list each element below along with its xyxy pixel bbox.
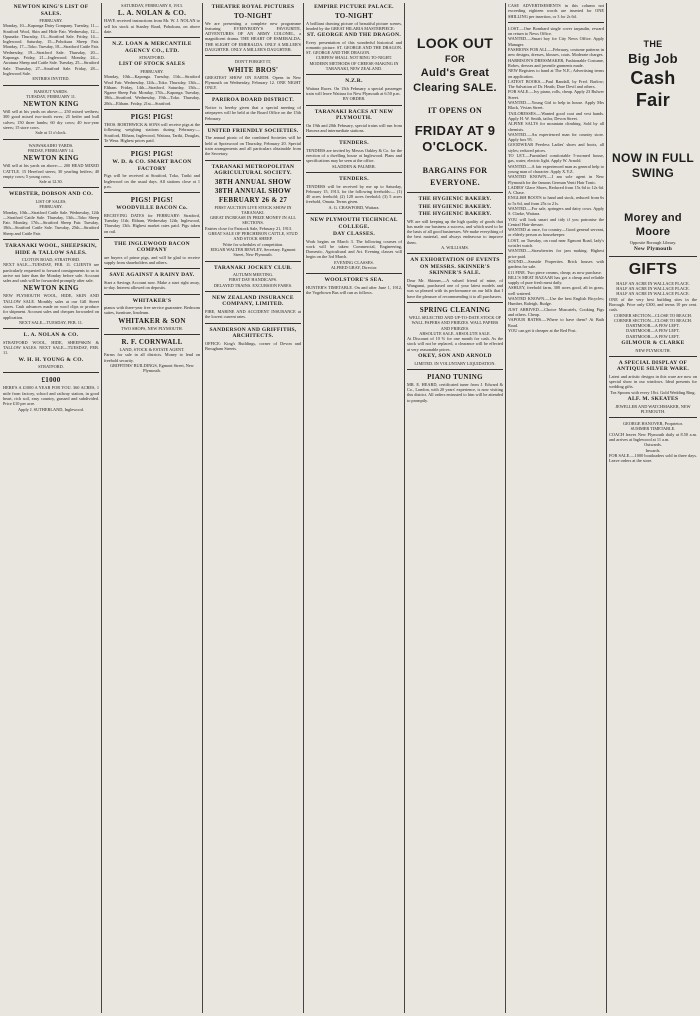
- tenders-heading: TENDERS.: [339, 140, 369, 147]
- spring-cleaning-heading: SPRING CLEANING: [419, 305, 491, 314]
- nolan-heading: L. A. NOLAN & CO.: [117, 9, 187, 18]
- classified-ad: YOU will look smart and tidy if you patronise the Central Hair-dresser.: [508, 216, 604, 227]
- divider: [306, 213, 402, 214]
- classified-ad: WANTED.—Strawberries for jam making. Highest price paid.: [508, 248, 604, 259]
- classified-ad: ALPINE SALTS for mountain climbing. Sold by all chemists.: [508, 121, 604, 132]
- absolute-sale: ABSOLUTE SALE. ABSOLUTE SALE.: [419, 330, 491, 336]
- show-dates: FEBRUARY 26 & 27: [218, 195, 288, 204]
- silver-heading: A SPECIAL DISPLAY OF ANTIQUE SILVER WARE.: [616, 359, 690, 373]
- divider: [104, 146, 200, 147]
- savings-heading: SAVE AGAINST A RAINY DAY.: [109, 272, 195, 279]
- next-sale: NEXT SALE—TUESDAY, FEB. 11.: [19, 319, 83, 325]
- architects-body: OFFICE: King's Buildings, corner of Devon and Brougham Streets.: [205, 340, 301, 351]
- board-body: Notice is hereby given that a special meeting of ratepayers will be held at the Board Office on the 15th February.: [205, 104, 301, 121]
- outwards-label: Outwards.: [644, 442, 662, 448]
- societies-heading: UNITED FRIENDLY SOCIETIES.: [207, 127, 299, 134]
- empire-body: A brilliant drawing picture of beautiful picture scenes, headed by the GREAT HILARIA MASTERPIECE:: [306, 20, 402, 31]
- new-plymouth: New Plymouth: [633, 246, 673, 253]
- insurance-heading: NEW ZEALAND INSURANCE COMPANY, LIMITED.: [212, 294, 294, 308]
- pigs-heading: PIGS! PIGS!: [130, 113, 174, 122]
- trains-line: DELAYED TRAINS. EXCURSION FARES.: [213, 282, 293, 288]
- stock-list: Will sell at his yards on above:— 200 HEAD MIXED CATTLE. 15 Hereford steers; 30 yearling heifers; 40 empty cows; 5 young cows.: [3, 163, 99, 179]
- pigs-heading: PIGS! PIGS!: [130, 150, 174, 159]
- sale-time: Sale at 11 o'clock.: [35, 130, 67, 136]
- location: CLOTON ROAD, STRATFORD.: [21, 257, 81, 262]
- divider: [104, 37, 200, 38]
- clearing-sale-heading: Clearing SALE.: [413, 82, 497, 94]
- section-line: CORNER SECTION—CLOSE TO BEACH.: [614, 312, 692, 318]
- column-rule: [202, 3, 203, 1013]
- classified-ad: FASHIONS FOR ALL.—February, costume patterns in new designs, dresses, blouses, coats. Moderate charges.: [508, 47, 604, 58]
- newton-king-heading: NEWTON KING: [23, 284, 79, 293]
- divider: [3, 85, 99, 86]
- sale-list-body: Monday, 10th—Stratford Cattle Sale. Wednesday, 12th—Stratford Cattle Sale. Thursday, 13th—Toko Sheep Fair. Monday, 17th—Stratford Sheep Fair. Tuesday, 18th—Stratford Cattle Sale. Tuesday, 25th—Stratford Sheep and Cattle Fair.: [3, 209, 99, 236]
- college-body: Work begins on March 3. The following courses of work will be taken: Commercial, Engineering, Domestic, Agricultural and Art. Evening classes will begin on the 3rd March.: [306, 238, 402, 260]
- dont-forget: DON'T FORGET IT,: [234, 59, 272, 65]
- entries-invited: ENTRIES INVITED.: [32, 76, 70, 82]
- classified-ad: JUST ARRIVED.—Choice Muscatels, Cooking Figs and others. Cheap.: [508, 306, 604, 317]
- classified-ad: NEW Registers to hand at The N.E.; Advertising terms on application.: [508, 68, 604, 79]
- circus-body: GREATEST SHOW ON EARTH. Opens in New Plymouth on Wednesday, February 12. ONE NIGHT ONLY.: [205, 74, 301, 91]
- signature: A. G. CRAWFORD, Waitara.: [328, 204, 380, 210]
- divider: [407, 192, 503, 193]
- section-line: HALF AN ACRE IN WALLACE PLACE.: [616, 286, 690, 292]
- location: TWO SHOPS, NEW PLYMOUTH.: [121, 325, 183, 331]
- opens-line: IT OPENS ON: [427, 106, 483, 115]
- divider: [609, 256, 697, 257]
- divider: [104, 268, 200, 269]
- divider: [3, 187, 99, 188]
- classified-ad: ASHLEY, freehold farm, 300 acres good, all in grass, well watered.: [508, 285, 604, 296]
- bacon-body: Pigs will be received at Stratford, Toko, Tariki and Inglewood on the usual days. All stations close at 1 p.m.: [104, 173, 200, 189]
- annual-show-heading: 38TH ANNUAL SHOW: [214, 186, 292, 195]
- show-line: GREAT INCREASE IN PRIZE MONEY IN ALL SECTIONS.: [210, 215, 296, 226]
- bakery-heading: THE HYGIENIC BAKERY.: [418, 211, 492, 217]
- column-6: [508, 3, 604, 1013]
- agency-heading: N.Z. LOAN & MERCANTILE AGENCY CO., LTD.: [112, 41, 192, 54]
- divider: [104, 109, 200, 110]
- theatre-heading: THEATRE ROYAL PICTURES: [211, 4, 295, 10]
- classified-ad: WANTED.—For sale, springers and dairy cows. Apply S. Clarke, Waitara.: [508, 205, 604, 217]
- farm-ad-body: HERE'S A £1000 A YEAR FOR YOU. 360 ACRES, 1 mile from factory, school and railway station, in good heart, rich soil, easy country, grassed and subdivided. Price £10 per acre.: [3, 385, 99, 407]
- column-2: [104, 3, 200, 1013]
- newton-king-heading: NEWTON KING: [23, 100, 79, 109]
- morey-sub: Opposite Borough Library.: [629, 240, 677, 245]
- divider: [104, 294, 200, 295]
- webster-heading: WEBSTER, DOBSON AND CO.: [8, 191, 94, 198]
- societies-body: The annual picnic of the combined Societies will be held at Spotswood on Thursday, February 20. Special train arrangements and all particulars obtainable from the Secretary.: [205, 135, 301, 157]
- architects-heading: SANDERSON AND GRIFFITHS, ARCHITECTS.: [209, 326, 297, 339]
- woodville-body: RECEIVING DATES for FEBRUARY: Stratford, Tuesday 11th; Eltham, Wednesday 12th; Inglewood, Thursday 13th. Highest market rates paid. Pigs taken on rail.: [104, 212, 200, 234]
- column-7: [609, 3, 697, 1013]
- whitaker-son-heading: WHITAKER & SON: [118, 316, 186, 325]
- silver-body: Latest and artistic designs in this ware are now on special show in our windows. Ideal presents for wedding gifts.: [609, 373, 697, 390]
- inwards-label: Inwards.: [645, 447, 661, 453]
- theatre-body: We are presenting a complete new programme featuring EVERYBODY'S FAVOURITE, ADVENTURES OF AN ARMY COLONEL, a magnificent drama. THE HEART OF ESMERALDA. THE SLIGHT OF EMERALDA. ONLY A MILLER'S DAUGHTER. ONLY A MILLER'S DAUGHTER.: [205, 20, 301, 52]
- board-heading: PARIROA BOARD DISTRICT.: [211, 97, 295, 104]
- nolan-heading: L. A. NOLAN & CO.: [23, 332, 79, 339]
- feature-line: CURFEW SHALL NOT RING TO-NIGHT.: [315, 55, 393, 61]
- show-line: Write for schedules of competition.: [222, 241, 284, 247]
- divider: [104, 334, 200, 335]
- classified-ad: ENGLISH BOOTS to hand and stock, reduced from 6s to 5s 6d, and from 25s to 21s.: [508, 195, 604, 206]
- for-word: FOR: [445, 54, 465, 64]
- timetable-heading: WOOLSTORE'S SEA.: [324, 277, 384, 284]
- secretary-line: EDGAR WALTER BEWLEY, Secretary. Egmont Street, New Plymouth.: [210, 246, 296, 258]
- divider: [407, 253, 503, 254]
- section-line: CORNER SECTION—CLOSE TO BEACH.: [614, 317, 692, 323]
- classified-ad: TO LET.—Furnished comfortable 5-roomed house, gas, water, electric light. Apply W. Arnold.: [508, 153, 604, 164]
- proprietor-line: GEORGE HANOVER, Proprietor.: [623, 421, 683, 427]
- gilmour-heading: GILMOUR & CLARKE: [621, 340, 685, 347]
- wool-sales-body: NEXT SALE—TUESDAY, FEB. 11. CLIENTS are particularly requested to forward consignments to us to arrive not later than the Monday before sale. Account sales and cash will be forwarded promptly after sale.: [3, 262, 99, 284]
- cornwall-body: Farms for sale in all districts. Money to lend on freehold security.: [104, 352, 200, 363]
- divider: [3, 328, 99, 329]
- circus-heading: WHITE BROS': [227, 65, 279, 74]
- empire-heading: EMPIRE PICTURE PALACE.: [314, 4, 394, 10]
- look-out-heading: LOOK OUT: [416, 35, 494, 51]
- sale-list-heading: NEWTON KING'S LIST OF SALES.: [13, 4, 89, 17]
- letter-body: Dear Mr. Skinner,—A valued friend of mine, of Wanganui, purchased one of your latest models and was so pleased with its performance on our hills that I have the pleasure of recommending it to all purchasers.: [407, 277, 503, 299]
- location: STRATFORD.: [38, 364, 64, 370]
- classified-ad: TAILORESSES.—Wanted good coat and vest hands. Apply H. W. Smith, tailor, Devon Street.: [508, 110, 604, 121]
- coach-body: COACH leaves New Plymouth daily at 8.50 a.m. and arrives at Inglewood at 11 a.m.: [609, 431, 697, 443]
- column-5: [407, 3, 503, 1013]
- divider: [205, 93, 301, 94]
- address: GRIFFITHS' BUILDINGS, Egmont Street, New Plymouth.: [110, 362, 194, 374]
- column-rule: [404, 3, 405, 1013]
- okey-heading: OKEY, SON AND ARNOLD: [418, 353, 492, 360]
- divider: [407, 302, 503, 303]
- classified-ad: LOST, on Tuesday, on road near Egmont Road, lady's wristlet watch.: [508, 237, 604, 249]
- column-rule: [505, 3, 506, 1013]
- classified-ad: LOST.—One Bombard single cover tarpaulin, reward on return to News Office.: [508, 25, 604, 37]
- stock-list: Will sell at his yards on above:— 250 mixed wethers; 300 good mixed two-tooth ewes; 25 heifer and bull calves; 150 three lambs; 60 dry cows; 40 two-year steers; 15 store cows.: [3, 109, 99, 131]
- column-rule: [606, 3, 607, 1013]
- savings-body: Start a Savings Account now. Make a start right away, to-day. Interest allowed on deposits.: [104, 279, 200, 291]
- classified-ad: BILL'S MEAT BAZAAR has got a cheap and reliable supply of pure fresh meat daily.: [508, 274, 604, 286]
- inglewood-body: are buyers of prime pigs, and will be glad to receive supply from shareholders and others.: [104, 254, 200, 266]
- yards-heading: BAROUT YARDS.: [34, 88, 68, 94]
- sale-list-body: Monday, 10—Kaponga Dairy Company. Tuesday, 11—Stratford Wool, Skin and Hide Fair. Wednesday, 12—Opunake. Thursday, 13—Stratford Sale. Friday, 14—Inglewood. Saturday, 15—Pohokura Sheep Fair. Monday, 17—Toko. Tuesday, 18—Stratford Cattle Fair. Wednesday, 19—Stratford Sale. Thursday, 20—Kaponga. Friday, 21—Inglewood. Monday, 24—Awatuna Sheep and Cattle Sale. Tuesday, 25—Stratford Sale. Thursday, 27—Stratford Sale. Friday, 28—Inglewood Sale.: [3, 23, 99, 76]
- divider: [306, 74, 402, 75]
- classified-ad: LATEST BOOKS.—Paul Randall, by Fred. Barlow; The Salvation of Dr. Heath; Dare Devil and others.: [508, 78, 604, 90]
- divider: [3, 372, 99, 373]
- yards-heading: WAIWAKAIHO YARDS.: [28, 142, 74, 148]
- cash-heading: Cash: [630, 68, 676, 88]
- divider: [306, 105, 402, 106]
- divider: [205, 124, 301, 125]
- divider: [306, 136, 402, 137]
- architect-name: SLADDEN & PALMER.: [332, 163, 376, 169]
- college-heading: NEW PLYMOUTH TECHNICAL COLLEGE.: [310, 217, 398, 230]
- column-1: [3, 3, 99, 1013]
- divider: [407, 369, 503, 370]
- column-3: [205, 3, 301, 1013]
- classified-ad: FOR SALE.—1000 boatloaders sold in three days. Leave orders at the store.: [609, 452, 697, 464]
- divider: [306, 273, 402, 274]
- aulds-heading: Auld's Great: [420, 67, 490, 79]
- tenders-body: TENDERS will be received by me up to Saturday, February 15, 1913, for the following freeholds:— (1) 40 acres freehold; (2) 128 acres freehold; (3) 5 acres freehold, Omata. Terms given.: [306, 183, 402, 205]
- divider: [306, 172, 402, 173]
- section-body: ONE of the very best building sites in the Borough. Price only £300, and terms 10 per cent. cash.: [609, 296, 697, 313]
- classified-ad: WANTED.—Young Girl to help in house. Apply Mrs Black, Vivian Street.: [508, 100, 604, 111]
- woodville-heading: WOODVILLE BACON Co.: [116, 205, 188, 212]
- bakery-body: WE are still keeping up the high quality of goods that has made our business a success, and which used to be the basis of all good businesses. We make everything of the best material, and always endeavour to improve them.: [407, 218, 503, 245]
- divider: [104, 237, 200, 238]
- jeweller-sub: JEWELLER AND WATCHMAKER, NEW PLYMOUTH.: [615, 403, 691, 414]
- okey-sub: LIMITED. IN VOLUNTARY LIQUIDATION.: [414, 360, 496, 366]
- tonight-heading: TO-NIGHT: [233, 11, 273, 20]
- divider: [609, 417, 697, 418]
- divider: [3, 239, 99, 240]
- location: STRATFORD.: [139, 55, 165, 61]
- agricultural-heading: TARANAKI METROPOLITAN AGRICULTURAL SOCIETY.: [211, 163, 295, 177]
- classified-ad: YOU can get it cheaper at the Red Post.: [508, 327, 577, 333]
- classifieds-notice: CASE ADVERTISEMENTS in this column not exceeding eighteen words are inserted for ONE SHILLING per insertion, or 3 for 2s 6d.: [508, 3, 604, 19]
- classified-ad: £11 FINE. Two piece creams, cheap; as now purchase.: [508, 269, 602, 275]
- wool-sales-heading: TARANAKI WOOL, SHEEPSKIN, HIDE & TALLOW SALES.: [5, 243, 97, 256]
- pigs-heading: PIGS! PIGS!: [130, 196, 174, 205]
- signature: ALFRED GRAY, Director.: [330, 265, 378, 271]
- by-order: BY ORDER.: [342, 96, 366, 102]
- sale-date: TUESDAY, FEBRUARY 11.: [25, 93, 77, 99]
- classified-ad: WANTED.—Smart boy for City News Office. Apply Manager.: [508, 36, 604, 47]
- column-rule: [303, 3, 304, 1013]
- annual-show-heading: 38TH ANNUAL SHOW: [214, 177, 292, 186]
- classified-ad: GOODWEAR Peerless Ladies' shoes and boots, all styles; reduced prices.: [508, 142, 604, 153]
- races-heading: TARANAKI RACES AT NEW PLYMOUTH.: [314, 108, 394, 122]
- section-line: DARTMOOR—A FEW LEFT.: [626, 323, 680, 329]
- classified-ad: WANTED KNOWN.—Use the best English Bicycles; Humber, Raleigh, Rudge.: [508, 296, 604, 307]
- tenders-body: TENDERS are invited by Messrs Oakley & Co. for the erection of a dwelling house at Inglewood. Plans and specifications may be seen at the office.: [306, 147, 402, 164]
- handicaps-heading: FIRST DAY HANDICAPS.: [228, 277, 278, 283]
- big-job-heading: Big Job: [628, 51, 678, 66]
- classified-ad: LADIES' Glace Shoes, Reduced from 15s 6d to 12s 6d. A. Chase.: [508, 184, 604, 196]
- railways-heading: N.Z.R.: [345, 78, 363, 85]
- stock-sales-heading: LIST OF STOCK SALES: [118, 61, 186, 68]
- sale-month: FEBRUARY.: [39, 204, 63, 210]
- nolan-body: HAVE received instructions from Mr. W. J. NOLAN to sell his stock at Stanley Road, Pohokura, on above date.: [104, 18, 200, 34]
- jockey-club-heading: TARANAKI JOCKEY CLUB.: [214, 264, 292, 271]
- feature-line: MODERN METHODS OF CHEESE-MAKING IN TARANAKI, NEW ZEALAND.: [309, 60, 399, 72]
- spoons-line: Tea Spoons with every 18ct. Gold Wedding Ring.: [610, 389, 696, 395]
- letter-heading: AN EXHORTATION OF EVENTS ON MESSRS. SKINNER'S SKINNER'S SALE.: [410, 257, 500, 277]
- classified-ad: HARRISON'S DRESSMAKER, Fashionable Costume, Robes, dresses and juvenile garments made.: [508, 57, 604, 68]
- the-word: THE: [643, 39, 663, 49]
- divider: [205, 323, 301, 324]
- timetable-heading: SUMMER TIMETABLE.: [630, 426, 676, 432]
- bakery-heading: THE HYGIENIC BAKERY.: [418, 203, 492, 210]
- railways-body: Waitara Races. On 15th February a special passenger train will leave Waitara for New Plymouth at 6.50 p.m.: [306, 85, 402, 97]
- show-line: FIRST AUCTION LIVE STOCK SHOW IN TARANAKI.: [214, 204, 292, 215]
- classified-ad: SOUND.—Seaside Properties. Brick houses with gardens for sale.: [508, 258, 604, 270]
- cornwall-sub: LAND, STOCK & ESTATE AGENT.: [119, 346, 185, 352]
- reward-amount: £1000: [41, 376, 61, 385]
- tenders-heading: TENDERS.: [339, 176, 369, 183]
- classified-ad: VAPOUR BATHS.—Where to have them? At Bath Road.: [508, 317, 604, 328]
- sale-list-body: Monday, 10th—Kaponga. Tuesday, 11th—Stratford Wool Fair. Wednesday, 12th—Toko. Thursday, 13th—Eltham. Friday, 14th—Stratford. Saturday, 15th—Ngaere Sheep Fair. Monday, 17th—Kaponga. Tuesday, 18th—Stratford. Wednesday, 19th—Toko. Thursday, 20th—Eltham. Friday, 21st—Stratford.: [104, 74, 200, 106]
- section-line: HALF AN ACRE IN WALLACE PLACE.: [616, 280, 690, 286]
- wool-sales-body: NEW PLYMOUTH WOOL, HIDE, SKIN AND TALLOW SALE. Monthly sales at our Gill Street stores. Cash advances made on wool clips or produce for shipment. Account sales and cheques forwarded on application.: [3, 293, 99, 320]
- tonight-heading: TO-NIGHT: [334, 11, 374, 20]
- divider: [609, 356, 697, 357]
- bargains-line: BARGAINS FOR EVERYONE.: [422, 166, 488, 187]
- divider: [205, 291, 301, 292]
- divider: [205, 261, 301, 262]
- newton-king-heading: NEWTON KING: [23, 154, 79, 163]
- feature-body: Every presentation of this wonderful historical and romantic picture. ST. GEORGE AND THE DRAGON. ST. GEORGE AND THE DRAGON.: [306, 39, 402, 56]
- morey-heading: Morey and Moore: [624, 212, 682, 238]
- divider: [205, 55, 301, 56]
- piano-body: MR. E. HEARD, certificated tuner from J. Edward & Co., London, with 20 years' experience, is now visiting this district. All orders entrusted to him will be attended to promptly.: [407, 381, 503, 403]
- evening-classes-heading: EVENING CLASSES.: [334, 259, 374, 265]
- day-classes-heading: DAY CLASSES.: [332, 231, 375, 238]
- insurance-body: FIRE, MARINE AND ACCIDENT INSURANCE at the lowest current rates.: [205, 308, 301, 320]
- classified-ad: FOR SALE.—Ivy piano, rolls, cheap. Apply 23 Bulwer Street.: [508, 89, 604, 100]
- cornwall-heading: R. F. CORNWALL: [121, 337, 183, 346]
- section-line: DARTMOOR—A FEW LEFT.: [626, 328, 680, 334]
- apply-line: Apply J. SUTHERLAND, Inglewood.: [18, 406, 84, 412]
- divider: [205, 160, 301, 161]
- classified-ad: WANTED KNOWN.—I am sole agent in New Plymouth for the famous German Venti Hair Tonic.: [508, 174, 604, 185]
- meeting-heading: AUTUMN MEETING.: [232, 272, 274, 278]
- divider: [508, 22, 604, 23]
- sale-date: FRIDAY, FEBRUARY 14.: [27, 147, 75, 153]
- location: NEW PLYMOUTH.: [635, 347, 671, 353]
- friday-line: FRIDAY AT 9 O'CLOCK.: [414, 123, 496, 154]
- list-of-sales: LIST OF SALES.: [35, 198, 67, 204]
- wool-sales-body: STRATFORD WOOL, HIDE, SHEEPSKIN & TALLOW SALES. NEXT SALE—TUESDAY, FEB. 11.: [3, 339, 99, 356]
- divider: [3, 139, 99, 140]
- section-line: DARTMOOR—A FEW LEFT.: [626, 333, 680, 339]
- sale-list-month: FEBRUARY.: [39, 18, 63, 23]
- classified-ad: WANTED at once, for country—Good general servant, or elderly person as housekeeper.: [508, 227, 604, 238]
- show-line: GREAT SALE OF PERCHERON CATTLE, STUD AND STOCK SHEEP.: [208, 231, 298, 242]
- piano-heading: PIANO TUNING: [427, 372, 483, 381]
- divider: [104, 192, 200, 193]
- bakery-heading: THE HYGIENIC BAKERY.: [418, 196, 492, 202]
- gifts-heading: GIFTS: [628, 260, 678, 278]
- wallpaper-line: WELL SELECTED AND UP-TO-DATE STOCK OF WALL PAPERS AND FRIEZES. WALL PAPERS AND FRIEZES.: [408, 314, 502, 331]
- sale-time: Sale at 12.30.: [39, 179, 63, 185]
- classified-ad: WANTED.—An experienced man for country store. Apply box 95.: [508, 131, 604, 143]
- column-rule: [101, 3, 102, 1013]
- show-line: Entries close for Fatstock Sale, February 21, 1913.: [205, 225, 293, 231]
- sale-month: FEBRUARY.: [140, 68, 164, 74]
- sale-body: At Discount of 10 % for one month for cash. As the stock will not be replaced, a clearance will be effected at very reasonable prices.: [407, 336, 503, 352]
- column-4: [306, 3, 402, 1013]
- date-line: SATURDAY, FEBRUARY 8, 1913.: [121, 3, 183, 8]
- full-swing-heading: NOW IN FULL SWING: [612, 151, 694, 180]
- classified-ad: WANTED.—A fair experienced man as general help to young man of character. Apply X.Y.Z.: [508, 163, 604, 174]
- signature: A. WILLIAMS.: [441, 244, 469, 250]
- whitaker-heading: WHITAKER'S: [132, 297, 172, 304]
- section-line: HALF AN ACRE IN WALLACE PLACE.: [616, 291, 690, 297]
- fair-heading: Fair: [635, 90, 671, 110]
- pigs-body: THOS. BORTHWICK & SONS will receive pigs at the following weighing stations during February:— Stratford, Eltham, Inglewood, Waitara, Tariki, Douglas, Te Wera. Highest prices paid.: [104, 122, 200, 143]
- young-heading: W. H. H. YOUNG & CO.: [18, 356, 84, 363]
- jeweller-heading: ALF. M. SKEATES: [627, 396, 679, 403]
- timetable-body: HUNTER'S TIMETABLE. On and after June 1, 1912, the Vogeltown Bus will run as follows.: [306, 284, 402, 296]
- inglewood-bacon-heading: THE INGLEWOOD BACON COMPANY: [114, 240, 190, 254]
- races-body: On 19th and 20th February, special trains will run from Hawera and intermediate stations.: [306, 122, 402, 134]
- feature-heading: ST. GEORGE AND THE DRAGON.: [306, 32, 402, 39]
- bacon-factory-heading: W. D. & CO. SMART BACON FACTORY: [112, 159, 192, 172]
- whitaker-body: pianos with three-year free service guarantee. Bedroom suites, furniture, linoleum.: [104, 305, 200, 316]
